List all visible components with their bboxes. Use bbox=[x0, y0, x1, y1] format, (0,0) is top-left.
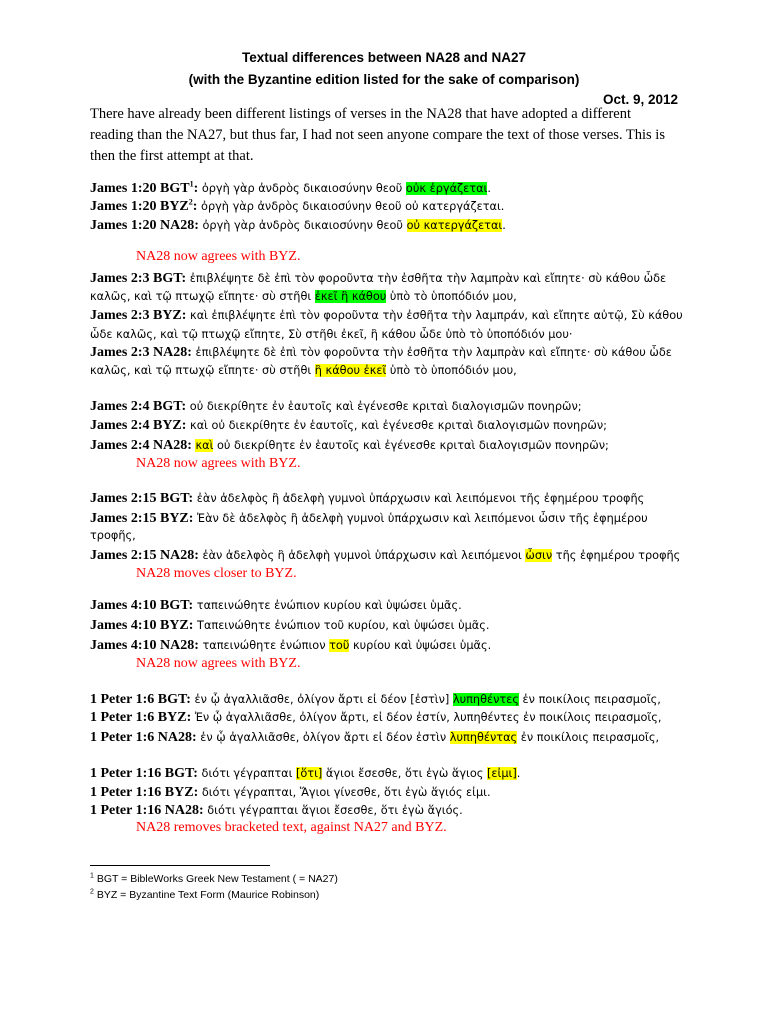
greek-text: ὀργὴ γὰρ ἀνδρὸς δικαιοσύνην θεοῦ οὐ κατεργάζεται. bbox=[197, 200, 505, 213]
verse-reference: James 2:4 NA28: bbox=[90, 438, 192, 453]
date: Oct. 9, 2012 bbox=[602, 92, 678, 107]
greek-text: Ἐν ᾧ ἀγαλλιᾶσθε, ὀλίγον ἄρτι, εἰ δέον ἐστίν, λυπηθέντες ἐν ποικίλοις πειρασμοῖς, bbox=[191, 711, 662, 724]
greek-text: καλῶς, καὶ τῷ πτωχῷ εἴπητε· σὺ στῆθι ἢ κάθου ἐκεῖ ὑπὸ τὸ ὑποπόδιόν μου, bbox=[90, 364, 517, 377]
verse-line bbox=[90, 288, 690, 304]
greek-text: Ἐὰν δὲ ἀδελφὸς ἢ ἀδελφὴ γυμνοὶ ὑπάρχωσιν καὶ λειπόμενοι ὦσιν τῆς ἐφημέρου bbox=[193, 512, 648, 525]
verse-line bbox=[90, 198, 690, 215]
greek-text: διότι γέγραπται [ὅτι] ἅγιοι ἔσεσθε, ὅτι ἐγὼ ἅγιος [εἰμι]. bbox=[197, 767, 521, 780]
comparison-note: NA28 moves closer to BYZ. bbox=[136, 566, 297, 581]
verse-line bbox=[90, 765, 690, 782]
greek-text: ταπεινώθητε ἐνώπιον τοῦ κυρίου καὶ ὑψώσει ὑμᾶς. bbox=[198, 639, 492, 652]
yellow-highlight: λυπηθέντας bbox=[449, 731, 518, 744]
yellow-highlight: καὶ bbox=[195, 439, 214, 452]
verse-reference: James 2:15 BYZ: bbox=[90, 511, 194, 526]
greek-text: ὧδε καλῶς, καὶ τῷ πτωχῷ εἴπητε, Σὺ στῆθι ἐκεῖ, ἢ κάθου ὧδε ὑπὸ τὸ ὑποπόδιόν μου· bbox=[90, 328, 573, 341]
greek-text: οὐ διεκρίθητε ἐν ἑαυτοῖς καὶ ἐγένεσθε κριταὶ διαλογισμῶν πονηρῶν; bbox=[186, 400, 582, 413]
verse-line bbox=[90, 709, 690, 726]
verse-reference: 1 Peter 1:6 BYZ: bbox=[90, 710, 192, 725]
footnote-1: $^1$ BGT = BibleWorks Greek New Testament ( = NA27) bbox=[90, 872, 338, 885]
yellow-highlight: [εἰμι] bbox=[487, 767, 517, 780]
yellow-highlight: οὐ κατεργάζεται bbox=[406, 219, 503, 232]
verse-line bbox=[90, 217, 690, 234]
footnote-2: $^2$ BYZ = Byzantine Text Form (Maurice Robinson) bbox=[90, 888, 320, 901]
verse-line bbox=[90, 802, 690, 819]
verse-reference: 1 Peter 1:16 BGT: bbox=[90, 766, 198, 781]
verse-line bbox=[90, 784, 690, 801]
yellow-highlight: [ὅτι] bbox=[295, 767, 323, 780]
verse-line bbox=[90, 326, 690, 342]
green-highlight: οὐκ ἐργάζεται bbox=[405, 182, 488, 195]
verse-reference: James 4:10 BGT: bbox=[90, 598, 194, 613]
verse-reference: James 2:4 BYZ: bbox=[90, 418, 187, 433]
verse-line bbox=[90, 527, 690, 543]
greek-text: ἐν ᾧ ἀγαλλιᾶσθε, ὀλίγον ἄρτι εἰ δέον ἐστὶν λυπηθέντας ἐν ποικίλοις πειρασμοῖς, bbox=[196, 731, 660, 744]
verse-line bbox=[90, 362, 690, 378]
verse-line bbox=[90, 180, 690, 197]
verse-reference: 1 Peter 1:16 NA28: bbox=[90, 803, 204, 818]
yellow-highlight: τοῦ bbox=[329, 639, 350, 652]
title-line-1: Textual differences between NA28 and NA27 bbox=[241, 50, 527, 65]
verse-reference: 1 Peter 1:16 BYZ: bbox=[90, 785, 199, 800]
green-highlight: ἐκεῖ ἢ κάθου bbox=[314, 290, 387, 303]
greek-text: ἐπιβλέψητε δὲ ἐπὶ τὸν φοροῦντα τὴν ἐσθῆτα τὴν λαμπρὰν καὶ εἴπητε· σὺ κάθου ὧδε bbox=[191, 346, 672, 359]
verse-line bbox=[90, 490, 690, 507]
title-line-2: (with the Byzantine edition listed for the sake of comparison) bbox=[188, 72, 580, 87]
verse-reference: James 1:20 BYZ$^2$: bbox=[90, 197, 198, 214]
verse-reference: James 2:15 NA28: bbox=[90, 548, 199, 563]
verse-reference: 1 Peter 1:6 NA28: bbox=[90, 730, 197, 745]
yellow-highlight: ἢ κάθου ἐκεῖ bbox=[314, 364, 387, 377]
verse-line bbox=[90, 729, 690, 746]
greek-text: ἐὰν ἀδελφὸς ἢ ἀδελφὴ γυμνοὶ ὑπάρχωσιν καὶ λειπόμενοι τῆς ἐφημέρου τροφῆς bbox=[193, 492, 645, 505]
footnote-rule bbox=[90, 865, 270, 866]
greek-text: τροφῆς, bbox=[90, 529, 136, 542]
verse-reference: James 4:10 BYZ: bbox=[90, 618, 194, 633]
comparison-note: NA28 removes bracketed text, against NA27 and BYZ. bbox=[136, 820, 447, 835]
verse-reference: 1 Peter 1:6 BGT: bbox=[90, 692, 191, 707]
yellow-highlight: ὦσιν bbox=[525, 549, 553, 562]
greek-text: καὶ οὐ διεκρίθητε ἐν ἑαυτοῖς, καὶ ἐγένεσθε κριταὶ διαλογισμῶν πονηρῶν; bbox=[186, 419, 607, 432]
greek-text: καὶ ἐπιβλέψητε ἐπὶ τὸν φοροῦντα τὴν ἐσθῆτα τὴν λαμπράν, καὶ εἴπητε αὐτῷ, Σὺ κάθου bbox=[186, 309, 683, 322]
verse-reference: James 2:3 NA28: bbox=[90, 345, 192, 360]
greek-text: ἐὰν ἀδελφὸς ἢ ἀδελφὴ γυμνοὶ ὑπάρχωσιν καὶ λειπόμενοι ὦσιν τῆς ἐφημέρου τροφῆς bbox=[198, 549, 681, 562]
verse-line bbox=[90, 398, 690, 415]
intro-paragraph: There have already been different listings of verses in the NA28 that have adopted a different reading than the NA27, but thus far, I had not seen anyone compare the text of those verses. This is then the first attempt at that. bbox=[90, 106, 665, 164]
verse-line bbox=[90, 510, 690, 527]
footnote-marker: 2 bbox=[188, 197, 193, 207]
greek-text: διότι γέγραπται ἅγιοι ἔσεσθε, ὅτι ἐγὼ ἅγιός. bbox=[203, 804, 463, 817]
greek-text: ταπεινώθητε ἐνώπιον κυρίου καὶ ὑψώσει ὑμᾶς. bbox=[193, 599, 462, 612]
verse-line bbox=[90, 691, 690, 708]
verse-line bbox=[90, 417, 690, 434]
verse-line bbox=[90, 617, 690, 634]
greek-text: διότι γέγραπται, Ἅγιοι γίνεσθε, ὅτι ἐγὼ ἅγιός εἰμι. bbox=[198, 786, 491, 799]
comparison-note: NA28 now agrees with BYZ. bbox=[136, 456, 301, 471]
greek-text: Ταπεινώθητε ἐνώπιον τοῦ κυρίου, καὶ ὑψώσει ὑμᾶς. bbox=[193, 619, 490, 632]
verse-line bbox=[90, 547, 690, 564]
green-highlight: λυπηθέντες bbox=[452, 693, 519, 706]
greek-text: ὀργὴ γὰρ ἀνδρὸς δικαιοσύνην θεοῦ οὐ κατεργάζεται. bbox=[198, 219, 506, 232]
greek-text: καλῶς, καὶ τῷ πτωχῷ εἴπητε· σὺ στῆθι ἐκεῖ ἢ κάθου ὑπὸ τὸ ὑποπόδιόν μου, bbox=[90, 290, 517, 303]
verse-line bbox=[90, 307, 690, 324]
verse-line bbox=[90, 437, 690, 454]
greek-text: ἐν ᾧ ἀγαλλιᾶσθε, ὀλίγον ἄρτι εἰ δέον [ἐστὶν] λυπηθέντες ἐν ποικίλοις πειρασμοῖς, bbox=[190, 693, 661, 706]
verse-reference: James 2:3 BYZ: bbox=[90, 308, 187, 323]
verse-line bbox=[90, 637, 690, 654]
verse-line bbox=[90, 344, 690, 361]
comparison-note: NA28 now agrees with BYZ. bbox=[136, 249, 301, 264]
comparison-note: NA28 now agrees with BYZ. bbox=[136, 656, 301, 671]
footnote-marker: 1 bbox=[189, 179, 194, 189]
greek-text: ὀργὴ γὰρ ἀνδρὸς δικαιοσύνην θεοῦ οὐκ ἐργάζεται. bbox=[198, 182, 491, 195]
verse-reference: James 1:20 BGT$^1$: bbox=[90, 179, 199, 196]
verse-reference: James 4:10 NA28: bbox=[90, 638, 199, 653]
greek-text: καὶ οὐ διεκρίθητε ἐν ἑαυτοῖς καὶ ἐγένεσθε κριταὶ διαλογισμῶν πονηρῶν; bbox=[195, 439, 609, 452]
verse-reference: James 2:15 BGT: bbox=[90, 491, 194, 506]
verse-line bbox=[90, 270, 690, 287]
verse-reference: James 1:20 NA28: bbox=[90, 218, 199, 233]
verse-reference: James 2:3 BGT: bbox=[90, 271, 187, 286]
greek-text: ἐπιβλέψητε δὲ ἐπὶ τὸν φοροῦντα τὴν ἐσθῆτα τὴν λαμπρὰν καὶ εἴπητε· σὺ κάθου ὧδε bbox=[186, 272, 667, 285]
verse-reference: James 2:4 BGT: bbox=[90, 399, 187, 414]
verse-line bbox=[90, 597, 690, 614]
